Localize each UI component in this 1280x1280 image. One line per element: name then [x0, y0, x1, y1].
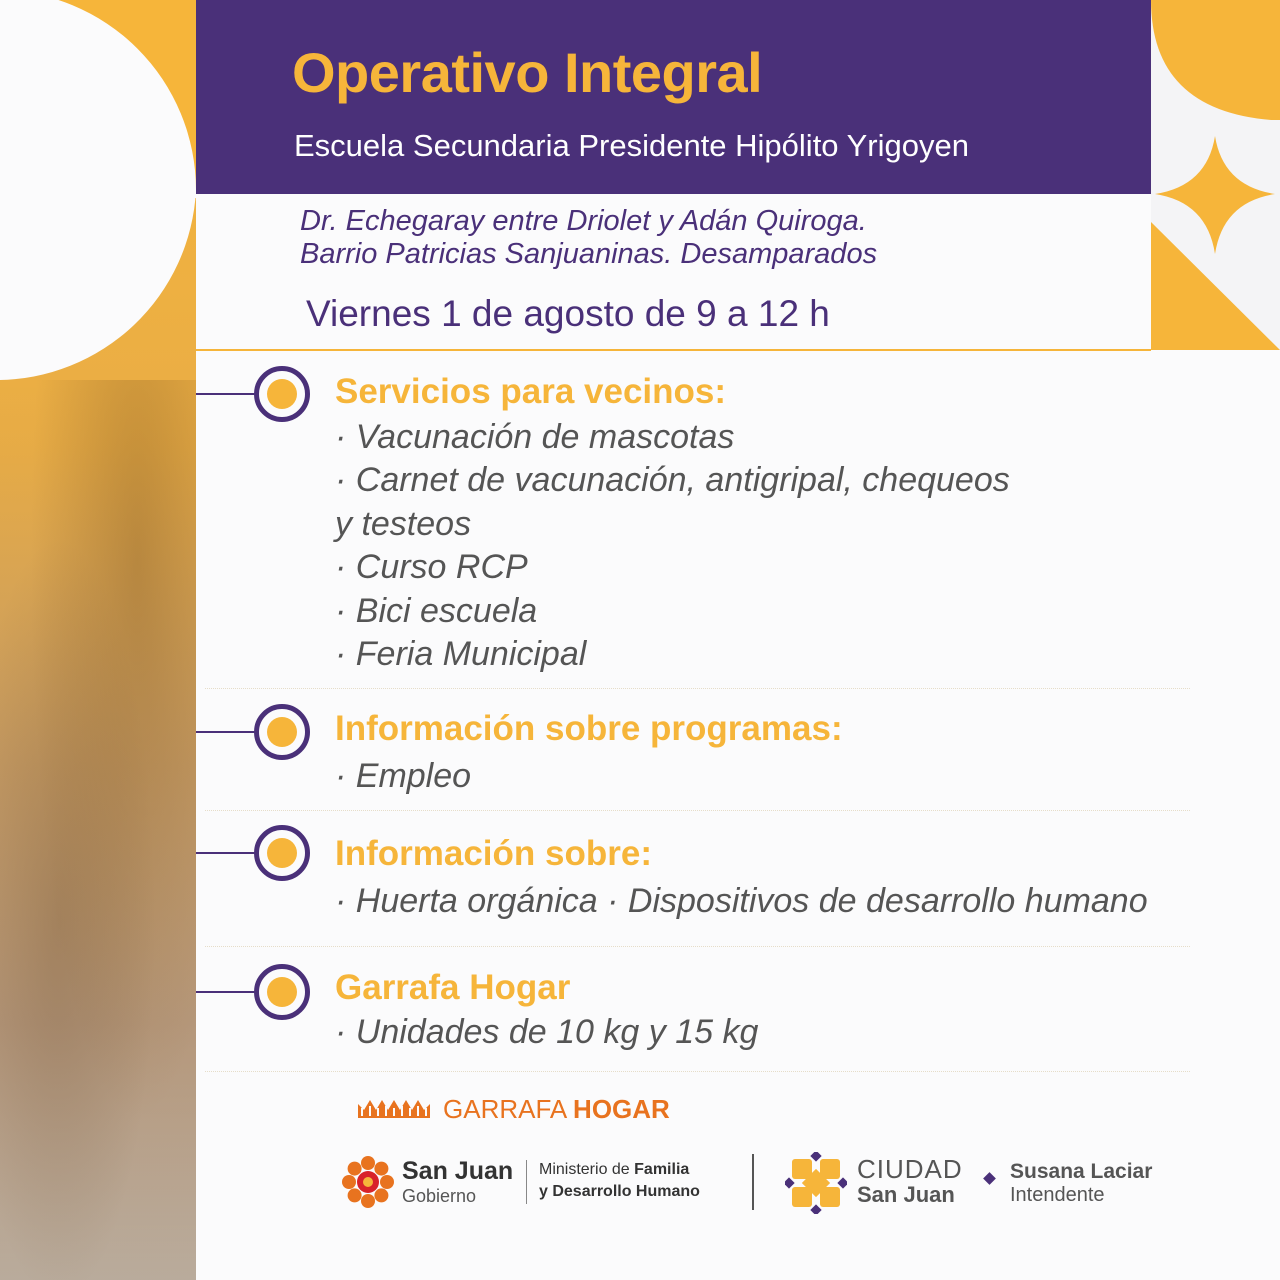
section-title-programas: Información sobre programas: [335, 709, 843, 748]
decorative-circle [0, 0, 200, 390]
timeline-dot [254, 366, 310, 422]
list-item: · Vacunación de mascotas [335, 418, 735, 456]
address-line-1: Dr. Echegaray entre Driolet y Adán Quiroga. [300, 205, 867, 237]
list-item: · Feria Municipal [335, 635, 587, 673]
divider [205, 946, 1190, 947]
divider [205, 1071, 1190, 1072]
page-title: Operativo Integral [292, 41, 763, 104]
logo-word: HOGAR [573, 1094, 670, 1124]
list-item: · Empleo [335, 757, 472, 795]
san-juan-sun-icon [341, 1155, 395, 1209]
divider [526, 1160, 527, 1204]
school-name: Escuela Secundaria Presidente Hipólito Yrigoyen [294, 128, 969, 163]
right-decoration [1151, 0, 1280, 350]
timeline-connector [196, 991, 256, 993]
divider [752, 1154, 754, 1210]
san-juan-name: San Juan [402, 1157, 514, 1185]
ciudad-label: CIUDAD [857, 1154, 963, 1184]
timeline-connector [196, 393, 256, 395]
event-date: Viernes 1 de agosto de 9 a 12 h [306, 293, 830, 334]
divider [196, 349, 1151, 351]
ministerio-text: Familia [634, 1161, 690, 1178]
timeline-dot [254, 704, 310, 760]
ciudad-san-juan-emblem-icon [785, 1152, 847, 1214]
section-title-garrafa: Garrafa Hogar [335, 968, 571, 1007]
section-title-servicios: Servicios para vecinos: [335, 372, 727, 411]
list-item: · Huerta orgánica · Dispositivos de desarrollo humano [335, 882, 1148, 920]
timeline-dot [254, 964, 310, 1020]
garrafa-hogar-crown-icon [356, 1096, 432, 1120]
ciudad-name: San Juan [857, 1182, 955, 1207]
address-line-2: Barrio Patricias Sanjuaninas. Desamparados [300, 238, 878, 270]
ministerio-line-2: y Desarrollo Humano [539, 1183, 700, 1200]
divider [205, 810, 1190, 811]
intendente-role: Intendente [1010, 1184, 1105, 1206]
garrafa-hogar-logo [443, 1094, 670, 1125]
section-title-informacion: Información sobre: [335, 834, 652, 873]
timeline-connector [196, 852, 256, 854]
divider [205, 688, 1190, 689]
timeline-connector [196, 731, 256, 733]
ministerio-text: Ministerio de [539, 1161, 635, 1178]
timeline-dot [254, 825, 310, 881]
list-item: · Curso RCP [335, 548, 528, 586]
ministerio-line-1 [539, 1161, 689, 1179]
list-item: · Bici escuela [335, 592, 538, 630]
list-item: · Carnet de vacunación, antigripal, chequeos [335, 461, 1010, 499]
list-item: y testeos [335, 505, 472, 543]
intendente-name: Susana Laciar [1010, 1160, 1153, 1183]
san-juan-gobierno: Gobierno [402, 1186, 477, 1206]
logo-word: GARRAFA [443, 1094, 574, 1124]
background-photo [0, 380, 196, 1280]
list-item: · Unidades de 10 kg y 15 kg [335, 1013, 759, 1051]
